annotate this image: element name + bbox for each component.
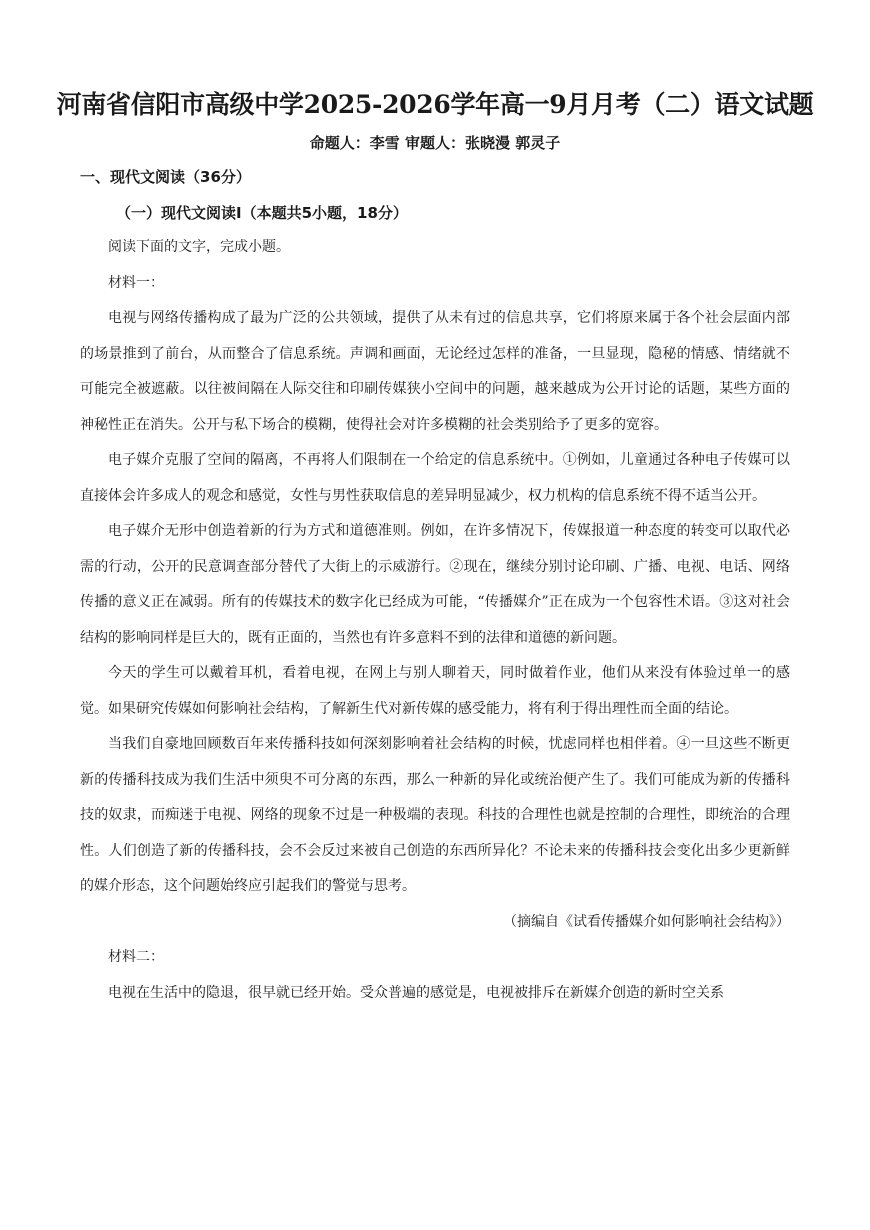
passage-paragraph-1: 电视与网络传播构成了最为广泛的公共领域，提供了从未有过的信息共享，它们将原来属于各个社会层面内部的场景推到了前台，从而整合了信息系统。声调和画面，无论经过怎样的准备，一旦显现，隐秘的情感、情绪就不可能完全被遮蔽。以往被间隔在人际交往和印刷传媒狭小空间中的问题，越来越成为公开讨论的话题，某些方面的神秘性正在消失。公开与私下场合的模糊，使得社会对许多模糊的社会类别给予了更多的宽容。	[80, 310, 790, 433]
section-subheading: （一）现代文阅读Ⅰ（本题共5小题，18分）	[116, 204, 408, 222]
source-citation: （摘编自《试看传播媒介如何影响社会结构》）	[503, 913, 790, 930]
passage-paragraph-2: 电子媒介克服了空间的隔离，不再将人们限制在一个给定的信息系统中。①例如，儿童通过各种电子传媒可以直接体会许多成人的观念和感觉，女性与男性获取信息的差异明显减少，权力机构的信息系统不得不适当公开。	[80, 452, 790, 504]
exam-title: 河南省信阳市高级中学2025-2026学年高一9月月考（二）语文试题	[56, 90, 814, 119]
exam-authors: 命题人：李雪 审题人：张晓漫 郭灵子	[309, 134, 561, 152]
reading-passage	[80, 230, 790, 1011]
section-heading: 一、现代文阅读（36分）	[80, 168, 251, 186]
instruction-text: 阅读下面的文字，完成小题。	[108, 239, 290, 255]
passage-paragraph-4: 今天的学生可以戴着耳机，看着电视，在网上与别人聊着天，同时做着作业，他们从来没有体验过单一的感觉。如果研究传媒如何影响社会结构，了解新生代对新传媒的感受能力，将有利于得出理性而全面的结论。	[80, 665, 790, 717]
passage-paragraph-5: 当我们自豪地回顾数百年来传播科技如何深刻影响着社会结构的时候，忧虑同样也相伴着。④一旦这些不断更新的传播科技成为我们生活中须臾不可分离的东西，那么一种新的异化或统治便产生了。我们可能成为新的传播科技的奴隶，而痴迷于电视、网络的现象不过是一种极端的表现。科技的合理性也就是控制的合理性，即统治的合理性。人们创造了新的传播科技，会不会反过来被自己创造的东西所异化？不论未来的传播科技会变化出多少更新鲜的媒介形态，这个问题始终应引起我们的警觉与思考。	[80, 736, 790, 894]
material-one-label: 材料一：	[108, 274, 164, 291]
material-two-label: 材料二：	[108, 949, 164, 965]
passage-paragraph-6: 电视在生活中的隐退，很早就已经开始。受众普遍的感觉是，电视被排斥在新媒介创造的新时空关系	[108, 984, 724, 1001]
passage-paragraph-3: 电子媒介无形中创造着新的行为方式和道德准则。例如，在许多情况下，传媒报道一种态度的转变可以取代必需的行动，公开的民意调查部分替代了大街上的示威游行。②现在，继续分别讨论印刷、广播、电视、电话、网络传播的意义正在减弱。所有的传媒技术的数字化已经成为可能，“传播媒介”正在成为一个包容性术语。③这对社会结构的影响同样是巨大的，既有正面的，当然也有许多意料不到的法律和道德的新问题。	[80, 523, 790, 646]
